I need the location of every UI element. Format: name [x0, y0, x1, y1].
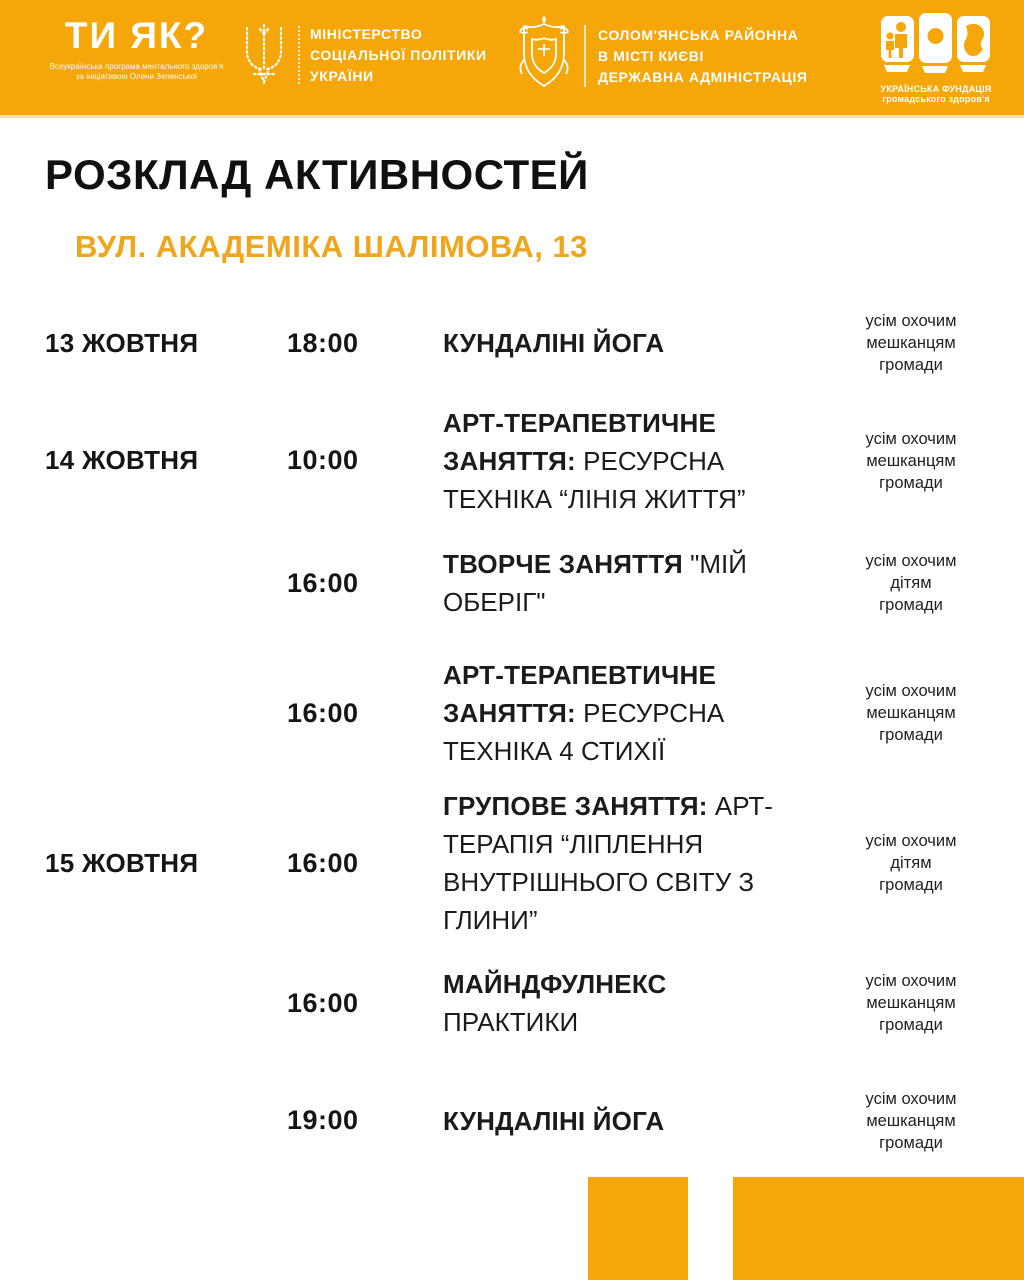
activity-cell	[443, 545, 828, 621]
audience-cell	[828, 310, 994, 376]
audience-cell	[828, 680, 994, 746]
audience-line: дітям	[890, 574, 932, 592]
audience-line: громади	[879, 596, 943, 614]
activity-title: ТВОРЧЕ ЗАНЯТТЯ	[443, 549, 683, 579]
district-administration-name	[598, 25, 808, 88]
foundation-name	[878, 84, 994, 104]
district-name-line2: В МІСТІ КИЄВІ	[598, 47, 705, 64]
audience-line: громади	[879, 356, 943, 374]
audience-line: усім охочим	[865, 1089, 957, 1108]
decorative-bar	[588, 1177, 688, 1280]
schedule-row	[45, 523, 994, 643]
audience-cell	[828, 1088, 994, 1154]
audience-line: усім охочим	[865, 832, 957, 850]
time-cell: 16:00	[287, 567, 359, 598]
activity-detail: АРТ-ТЕРАПІЯ “ЛІПЛЕННЯ ВНУТРІШНЬОГО СВІТУ З ГЛИНИ”	[443, 791, 773, 935]
date-cell: 13 ЖОВТНЯ	[45, 327, 199, 358]
foundation-pictograms-icon	[880, 12, 992, 76]
schedule-row	[45, 783, 994, 943]
time-cell: 18:00	[287, 327, 359, 358]
header-bar	[0, 0, 1024, 118]
audience-line: мешканцям	[866, 704, 956, 722]
ti-yak-program-logo	[34, 16, 239, 82]
activity-detail: ПРАКТИКИ	[443, 1007, 579, 1037]
activity-detail: "МІЙ ОБЕРІГ"	[443, 549, 747, 617]
ministry-name-line2: СОЦІАЛЬНОЇ ПОЛІТИКИ	[310, 46, 487, 63]
page-title: РОЗКЛАД АКТИВНОСТЕЙ	[45, 151, 589, 198]
activity-title: КУНДАЛІНІ ЙОГА	[443, 328, 665, 358]
time-cell: 10:00	[287, 445, 359, 475]
district-name-line1: СОЛОМ'ЯНСЬКА РАЙОННА	[598, 26, 799, 43]
activity-title: КУНДАЛІНІ ЙОГА	[443, 1105, 665, 1136]
audience-line: громади	[879, 726, 943, 744]
ministry-name-line3: УКРАЇНИ	[310, 67, 374, 84]
activity-cell	[443, 324, 828, 362]
schedule-row	[45, 1063, 994, 1178]
decorative-bar	[733, 1177, 1024, 1280]
logo-divider	[584, 25, 586, 87]
schedule-row	[45, 643, 994, 783]
foundation-logo	[878, 12, 994, 104]
time-cell: 16:00	[287, 847, 359, 878]
audience-line: усім охочим	[865, 682, 957, 700]
ministry-logo	[238, 22, 487, 88]
trident-emblem-icon	[238, 22, 290, 88]
audience-line: дітям	[890, 854, 932, 872]
schedule-row	[45, 943, 994, 1063]
audience-line: мешканцям	[866, 334, 956, 352]
audience-cell	[828, 550, 994, 616]
audience-line: мешканцям	[866, 451, 956, 470]
audience-line: громади	[879, 1133, 943, 1152]
activity-detail: РЕСУРСНА ТЕХНІКА “ЛІНІЯ ЖИТТЯ”	[443, 445, 746, 514]
logo-divider	[298, 26, 300, 84]
district-administration-logo	[514, 16, 808, 96]
time-cell: 16:00	[287, 697, 359, 728]
audience-line: громади	[879, 1016, 943, 1034]
time-cell: 19:00	[287, 1105, 359, 1135]
district-coat-of-arms-icon	[514, 16, 574, 96]
ti-yak-tagline-line1: Всеукраїнська програма ментального здоров'я	[49, 62, 224, 71]
activity-title: АРТ-ТЕРАПЕВТИЧНЕ ЗАНЯТТЯ:	[443, 407, 717, 476]
audience-cell	[828, 428, 994, 494]
address-subtitle: ВУЛ. АКАДЕМІКА ШАЛІМОВА, 13	[75, 229, 588, 264]
activity-title: МАЙНДФУЛНЕКС	[443, 969, 667, 999]
ti-yak-tagline	[34, 62, 239, 82]
time-cell: 16:00	[287, 987, 359, 1018]
activity-cell	[443, 1102, 828, 1140]
activity-detail: РЕСУРСНА ТЕХНІКА 4 СТИХІЇ	[443, 698, 725, 766]
foundation-name-line2: громадського здоров'я	[882, 94, 990, 104]
audience-line: мешканцям	[866, 1111, 956, 1130]
audience-line: усім охочим	[865, 552, 957, 570]
audience-line: громади	[879, 473, 943, 492]
audience-line: усім охочим	[865, 312, 957, 330]
schedule-row	[45, 398, 994, 523]
audience-cell	[828, 830, 994, 896]
district-name-line3: ДЕРЖАВНА АДМІНІСТРАЦІЯ	[598, 68, 808, 85]
date-cell: 15 ЖОВТНЯ	[45, 847, 199, 878]
schedule-table	[0, 288, 1024, 1178]
audience-line: усім охочим	[865, 429, 957, 448]
foundation-name-line1: УКРАЇНСЬКА ФУНДАЦІЯ	[880, 84, 992, 94]
audience-line: громади	[879, 876, 943, 894]
ti-yak-tagline-line2: за ініціативою Олени Зеленської	[75, 72, 198, 81]
activity-cell	[443, 787, 828, 939]
audience-line: усім охочим	[865, 972, 957, 990]
activity-cell	[443, 965, 828, 1041]
ministry-name	[310, 24, 487, 87]
ministry-name-line1: МІНІСТЕРСТВО	[310, 25, 423, 42]
audience-line: мешканцям	[866, 994, 956, 1012]
date-cell: 14 ЖОВТНЯ	[45, 445, 199, 475]
activity-cell	[443, 404, 828, 518]
activity-title: ГРУПОВЕ ЗАНЯТТЯ:	[443, 791, 708, 821]
audience-cell	[828, 970, 994, 1036]
schedule-row	[45, 288, 994, 398]
activity-cell	[443, 656, 828, 770]
activity-title: АРТ-ТЕРАПЕВТИЧНЕ ЗАНЯТТЯ:	[443, 660, 717, 728]
ti-yak-wordmark: ТИ ЯК?	[64, 15, 209, 56]
